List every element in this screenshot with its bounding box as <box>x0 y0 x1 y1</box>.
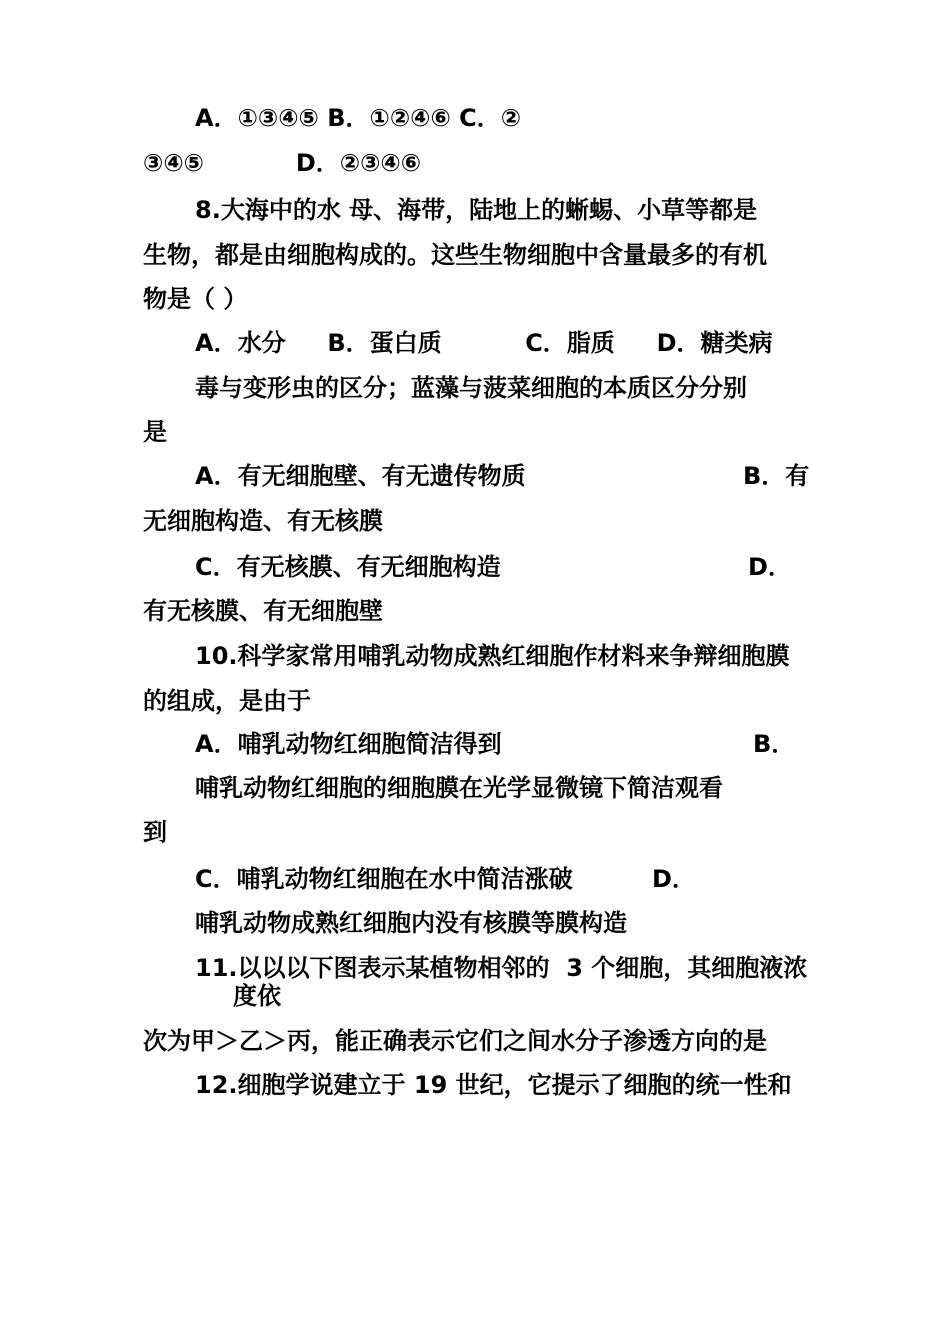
text-line: 哺乳动物成熟红细胞内没有核膜等膜构造 <box>195 909 627 937</box>
text-line: B． <box>753 730 796 758</box>
text-line: 10.科学家常用哺乳动物成熟红细胞作材料来争辩细胞膜 <box>195 642 790 670</box>
text-line: 是 <box>143 418 167 446</box>
text-line: A．哺乳动物红细胞简洁得到 <box>195 730 502 758</box>
text-line: ③④⑤ D．②③④⑥ <box>143 149 422 177</box>
text-line: 有无核膜、有无细胞壁 <box>143 597 383 625</box>
text-line: C．哺乳动物红细胞在水中简洁涨破 <box>195 865 573 893</box>
text-line: 12.细胞学说建立于 19 世纪，它提示了细胞的统一性和 <box>195 1071 792 1099</box>
text-line: 毒与变形虫的区分；蓝藻与菠菜细胞的本质区分分别 <box>195 374 747 402</box>
text-line: 8.大海中的水 母、海带，陆地上的蜥蜴、小草等都是 <box>195 196 758 224</box>
text-line: 生物，都是由细胞构成的。这些生物细胞中含量最多的有机 <box>143 241 767 269</box>
text-line: 无细胞构造、有无核膜 <box>143 507 383 535</box>
text-line: 度依 <box>233 982 281 1010</box>
text-line: C．有无核膜、有无细胞构造 <box>195 553 501 581</box>
text-line: A．①③④⑤ B．①②④⑥ C．② <box>195 104 522 132</box>
text-line: D． <box>748 553 792 581</box>
text-line: D． <box>652 865 696 893</box>
text-line: 物是（ ） <box>143 285 248 313</box>
text-line: 次为甲＞乙＞丙，能正确表示它们之间水分子渗透方向的是 <box>143 1027 767 1055</box>
text-line: 哺乳动物红细胞的细胞膜在光学显微镜下简洁观看 <box>195 774 723 802</box>
text-line: 的组成，是由于 <box>143 687 311 715</box>
text-line: A．有无细胞壁、有无遗传物质 <box>195 462 526 490</box>
text-line: 11.以以以下图表示某植物相邻的 3 个细胞，其细胞液浓 <box>195 954 808 982</box>
text-line: 到 <box>143 818 167 846</box>
text-line: B．有 <box>743 462 810 490</box>
text-line: A．水分 B．蛋白质 C．脂质 D．糖类病 <box>195 329 773 357</box>
